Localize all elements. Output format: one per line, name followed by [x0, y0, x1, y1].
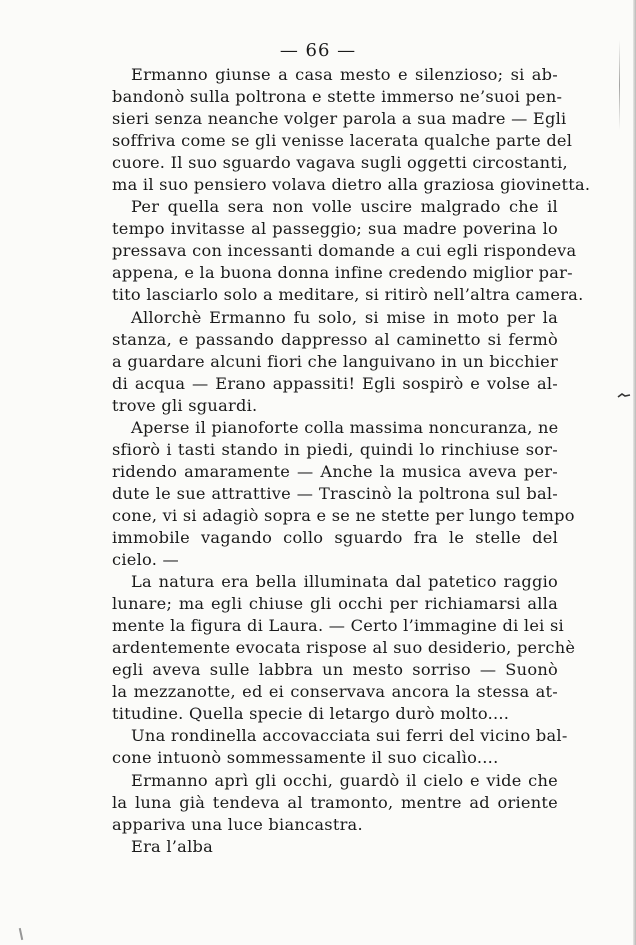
body-text	[112, 64, 591, 858]
text-line: soffriva come se gli venisse lacerata qualche parte del	[112, 131, 573, 151]
ink-speck	[19, 928, 23, 940]
text-line: lunare; ma egli chiuse gli occhi per richiamarsi alla	[112, 594, 558, 614]
text-line: Ermanno aprì gli occhi, guardò il cielo e vide che	[131, 770, 558, 790]
text-line: sieri senza neanche volger parola a sua madre — Egli	[112, 109, 567, 129]
text-line: Per quella sera non volle uscire malgrado che il	[131, 197, 558, 217]
text-line: La natura era bella illuminata dal patetico raggio	[131, 572, 558, 592]
text-line: tempo invitasse al passeggio; sua madre poverina lo	[112, 219, 558, 239]
text-line: Una rondinella accovacciata sui ferri del vicino bal-	[131, 726, 568, 746]
text-line: ardentemente evocata rispose al suo desiderio, perchè	[112, 638, 576, 658]
text-line: bandonò sulla poltrona e stette immerso ne’suoi pen-	[112, 87, 563, 107]
text-line: egli aveva sulle labbra un mesto sorriso — Suonò	[112, 660, 558, 680]
text-line: pressava con incessanti domande a cui egli rispondeva	[112, 241, 577, 261]
text-line: titudine. Quella specie di letargo durò molto....	[112, 704, 510, 724]
text-line: Allorchè Ermanno fu solo, si mise in moto per la	[131, 307, 558, 327]
text-line: appena, e la buona donna infine credendo miglior par-	[112, 263, 573, 283]
text-line: immobile vagando collo sguardo fra le stelle del	[112, 527, 558, 547]
text-line: mente la figura di Laura. — Certo l’immagine di lei si	[112, 616, 564, 636]
text-line: cone intuonò sommessamente il suo cicalìo....	[112, 748, 499, 768]
text-line: cuore. Il suo sguardo vagava sugli oggetti circostanti,	[112, 153, 568, 173]
text-line: sfiorò i tasti stando in piedi, quindi lo rinchiuse sor-	[112, 439, 558, 459]
text-line: stanza, e passando dappresso al caminetto si fermò	[112, 329, 558, 349]
text-line: cone, vi si adagiò sopra e se ne stette per lungo tempo	[112, 505, 575, 525]
text-line: di acqua — Erano appassiti! Egli sospirò e volse al-	[112, 373, 558, 393]
text-line: tito lasciarlo solo a meditare, si ritirò nell’altra camera.	[112, 285, 584, 305]
text-line: dute le sue attrattive — Trascinò la poltrona sul bal-	[112, 483, 558, 503]
text-line: Aperse il pianoforte colla massima noncuranza, ne	[131, 417, 559, 437]
text-line: la luna già tendeva al tramonto, mentre ad oriente	[112, 792, 558, 812]
text-line: appariva una luce biancastra.	[112, 814, 363, 834]
text-line: Era l’alba	[131, 836, 214, 856]
page-number: — 66 —	[279, 40, 357, 61]
text-line: la mezzanotte, ed ei conservava ancora la stessa at-	[112, 682, 558, 702]
text-line: a guardare alcuni fiori che languivano in un bicchier	[112, 351, 558, 371]
text-line: ma il suo pensiero volava dietro alla graziosa giovinetta.	[112, 175, 591, 195]
ink-mark-icon	[617, 392, 631, 400]
text-line: trove gli sguardi.	[112, 395, 258, 415]
text-line: Ermanno giunse a casa mesto e silenzioso; si ab-	[131, 65, 558, 84]
text-line: cielo. —	[112, 550, 179, 570]
text-line: ridendo amaramente — Anche la musica aveva per-	[112, 461, 558, 481]
